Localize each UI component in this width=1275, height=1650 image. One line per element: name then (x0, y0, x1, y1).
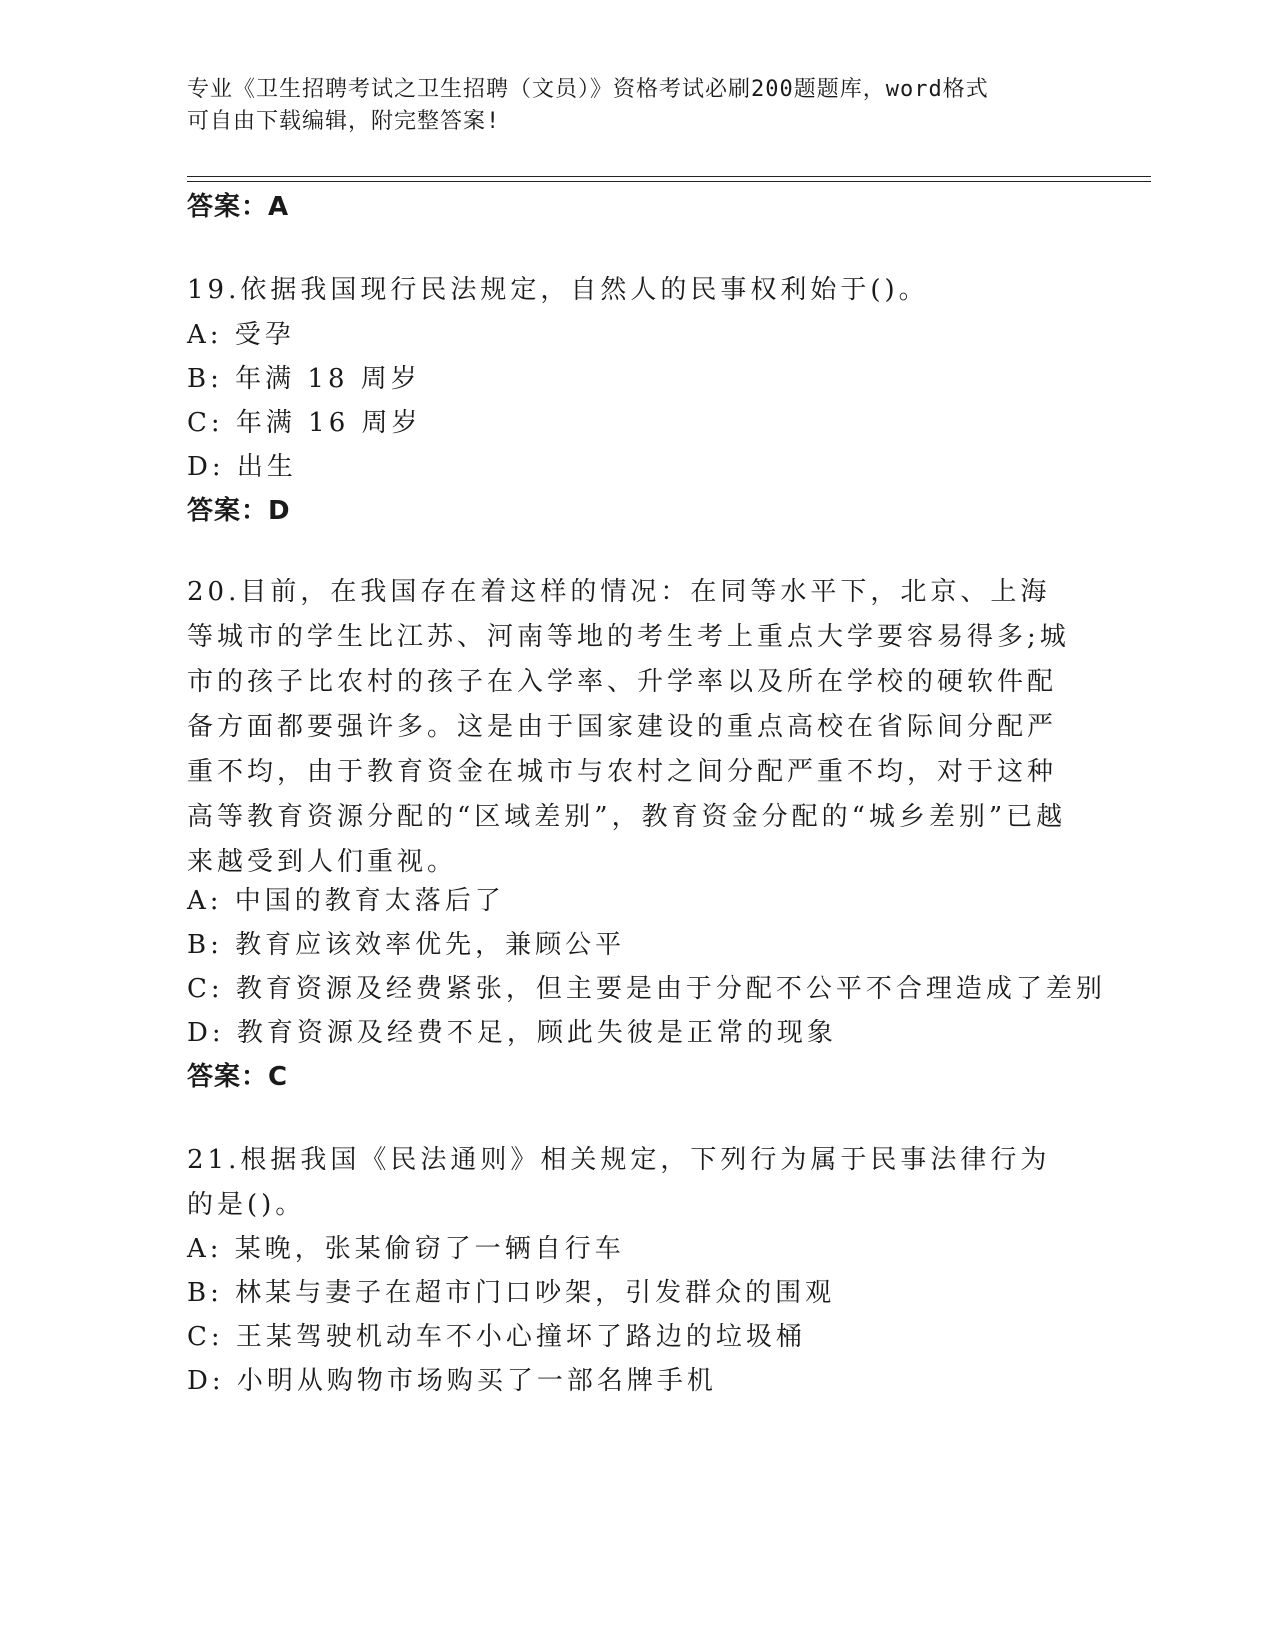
question-20-option-b: B: 教育应该效率优先，兼顾公平 (187, 930, 626, 960)
question-21-option-a: A: 某晚，张某偷窃了一辆自行车 (187, 1234, 625, 1264)
question-20-option-d: D: 教育资源及经费不足，顾此失彼是正常的现象 (187, 1018, 837, 1048)
header-line-2: 可自由下载编辑，附完整答案! (187, 109, 501, 134)
question-21-option-d: D: 小明从购物市场购买了一部名牌手机 (187, 1366, 717, 1396)
question-20-option-a: A: 中国的教育太落后了 (187, 886, 505, 916)
question-19-stem: 19.依据我国现行民法规定，自然人的民事权利始于()。 (187, 275, 929, 305)
question-19-option-c: C: 年满 16 周岁 (187, 408, 422, 438)
answer-19: 答案：D (187, 496, 291, 526)
answer-18: 答案：A (187, 192, 290, 222)
question-20-option-c: C: 教育资源及经费紧张，但主要是由于分配不公平不合理造成了差别 (187, 974, 1106, 1004)
header-divider-bottom (187, 181, 1151, 182)
question-19-option-d: D: 出生 (187, 452, 297, 482)
answer-20: 答案：C (187, 1062, 289, 1092)
question-21-stem: 21.根据我国《民法通则》相关规定，下列行为属于民事法律行为的是()。 (187, 1145, 1051, 1220)
header-divider-top (187, 176, 1151, 177)
question-21-option-c: C: 王某驾驶机动车不小心撞坏了路边的垃圾桶 (187, 1322, 806, 1352)
header-line-1: 专业《卫生招聘考试之卫生招聘（文员）》资格考试必刷200题题库，word格式 (187, 77, 989, 102)
question-19-option-b: B: 年满 18 周岁 (187, 364, 421, 394)
document-header (187, 74, 1067, 138)
question-19-option-a: A: 受孕 (187, 320, 295, 350)
question-21-option-b: B: 林某与妻子在超市门口吵架，引发群众的围观 (187, 1278, 836, 1308)
question-20-stem: 20.目前，在我国存在着这样的情况：在同等水平下，北京、上海等城市的学生比江苏、河南等地的考生考上重点大学要容易得多;城市的孩子比农村的孩子在入学率、升学率以及所在学校的硬软件配备方面都要强许多。这是由于国家建设的重点高校在省际间分配严重不均，由于教育资金在城市与农村之间分配严重不均，对于这种高等教育资源分配的“区域差别”，教育资金分配的“城乡差别”已越来越受到人们重视。 (187, 577, 1070, 877)
